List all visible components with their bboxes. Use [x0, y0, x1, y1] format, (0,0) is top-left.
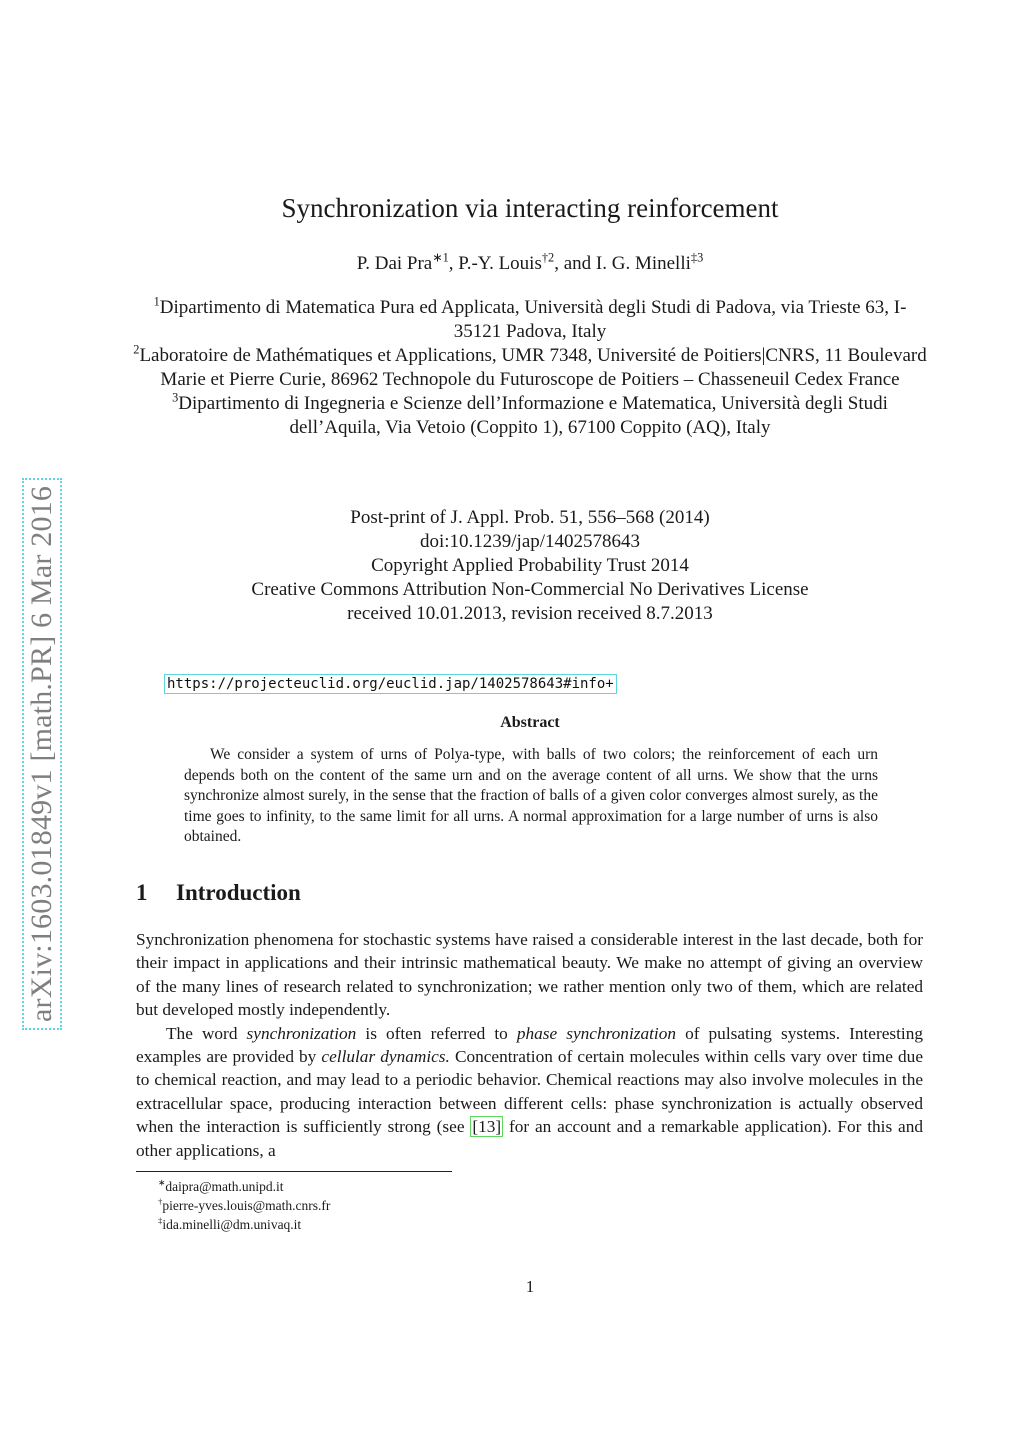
affiliation-text: Laboratoire de Mathématiques et Applications, UMR 7348, Université de Poitiers|CNRS, 11 Boulevard Marie et Pierre Curie, 86962 Technopole du Futuroscope de Poitiers – Chasseneuil Cedex France [139, 345, 927, 390]
section-title: Introduction [176, 880, 301, 905]
emphasis: phase synchronization [516, 1023, 676, 1043]
affiliations [130, 296, 930, 440]
footnote-2 [158, 1196, 330, 1215]
affiliation-text: Dipartimento di Matematica Pura ed Applicata, Università degli Studi di Padova, via Trieste 63, I-35121 Padova, Italy [159, 297, 907, 342]
footnote-3 [158, 1215, 330, 1234]
footnote-email[interactable]: pierre-yves.louis@math.cnrs.fr [162, 1198, 331, 1213]
author-name: I. G. Minelli [595, 253, 691, 274]
abstract-heading: Abstract [500, 714, 560, 731]
footnote-symbol: † [158, 1196, 163, 1207]
paragraph-2 [136, 1022, 923, 1162]
section-number: 1 [136, 880, 148, 905]
affiliation-sup: 2 [133, 342, 140, 357]
received-line: received 10.01.2013, revision received 8.7.2013 [347, 603, 713, 624]
affiliation-sup: 3 [172, 390, 179, 405]
text-run: The word [166, 1023, 247, 1043]
section-heading [136, 880, 301, 906]
author-name: P. Dai Pra [356, 253, 433, 274]
emphasis: synchronization [246, 1023, 357, 1043]
paragraph-1: Synchronization phenomena for stochastic systems have raised a considerable interest in the last decade, both for their impact in applications and their intrinsic mathematical beauty. We make no attempt of giving an overview of the many lines of research related to synchronization; we rather mention only two of them, which are related but developed mostly independently. [136, 930, 923, 1020]
postprint-line: Post-print of J. Appl. Prob. 51, 556–568 (2014) [350, 507, 710, 528]
author-name: P.-Y. Louis [458, 253, 542, 274]
footnote-1 [158, 1177, 330, 1196]
page-number: 1 [525, 1277, 535, 1296]
citation-link[interactable]: [13] [472, 1117, 502, 1137]
abstract-text: We consider a system of urns of Polya-type, with balls of two colors; the reinforcement of each urn depends both on the content of the same urn and on the average content of all urns. We show that the urns synchronize almost surely, in the sense that the fraction of balls of a given color converges almost surely, as the time goes to infinity, to the same limit for all urns. A normal approximation for a large number of urns is also obtained. [184, 746, 878, 845]
footnote-symbol: ∗ [158, 1177, 166, 1188]
footnote-rule [136, 1171, 452, 1172]
text-run: of pulsating systems. Interesting examples are provided by [136, 1023, 924, 1067]
text-run: for an account and a remarkable application). For this and other applications, a [136, 1117, 924, 1160]
author-sup: ∗1 [432, 250, 449, 265]
projecteuclid-link[interactable]: https://projecteuclid.org/euclid.jap/1402578643#info+ [164, 674, 617, 694]
footnote-symbol: ‡ [158, 1215, 163, 1226]
copyright-line: Copyright Applied Probability Trust 2014 [371, 555, 689, 576]
affiliation-1 [130, 296, 930, 344]
author-separator: , [448, 253, 459, 274]
affiliation-sup: 1 [153, 294, 160, 309]
footnote-email[interactable]: ida.minelli@dm.univaq.it [162, 1217, 302, 1232]
footnotes [158, 1177, 330, 1234]
body-text [136, 928, 923, 1162]
abstract [184, 745, 878, 848]
footnote-email[interactable]: daipra@math.unipd.it [165, 1179, 284, 1194]
affiliation-2 [130, 344, 930, 392]
arxiv-stamp-text[interactable]: arXiv:1603.01849v1 [math.PR] 6 Mar 2016 [22, 478, 62, 1030]
license-line: Creative Commons Attribution Non-Commercial No Derivatives License [251, 579, 809, 600]
text-run: is often referred to [356, 1023, 517, 1043]
affiliation-3 [130, 392, 930, 440]
doi-line: doi:10.1239/jap/1402578643 [419, 531, 641, 552]
emphasis: cellular dynamics. [321, 1047, 450, 1067]
affiliation-text: Dipartimento di Ingegneria e Scienze dell’Informazione e Matematica, Università degli Studi dell’Aquila, Via Vetoio (Coppito 1), 67100 Coppito (AQ), Italy [178, 393, 888, 438]
author-sup: †2 [541, 250, 555, 265]
publication-info [0, 506, 1024, 626]
text-run: Concentration of certain molecules within cells vary over time due to chemical reaction, and may lead to a periodic behavior. Chemical reactions may also involve molecules in the extracellular space, producing interaction between different cells: phase synchronization is actually observed when the interaction is sufficiently strong (see [136, 1047, 923, 1137]
author-separator: , and [554, 253, 596, 274]
author-list [0, 250, 1024, 275]
paper-title: Synchronization via interacting reinforcement [281, 193, 779, 223]
author-sup: ‡3 [690, 250, 704, 265]
